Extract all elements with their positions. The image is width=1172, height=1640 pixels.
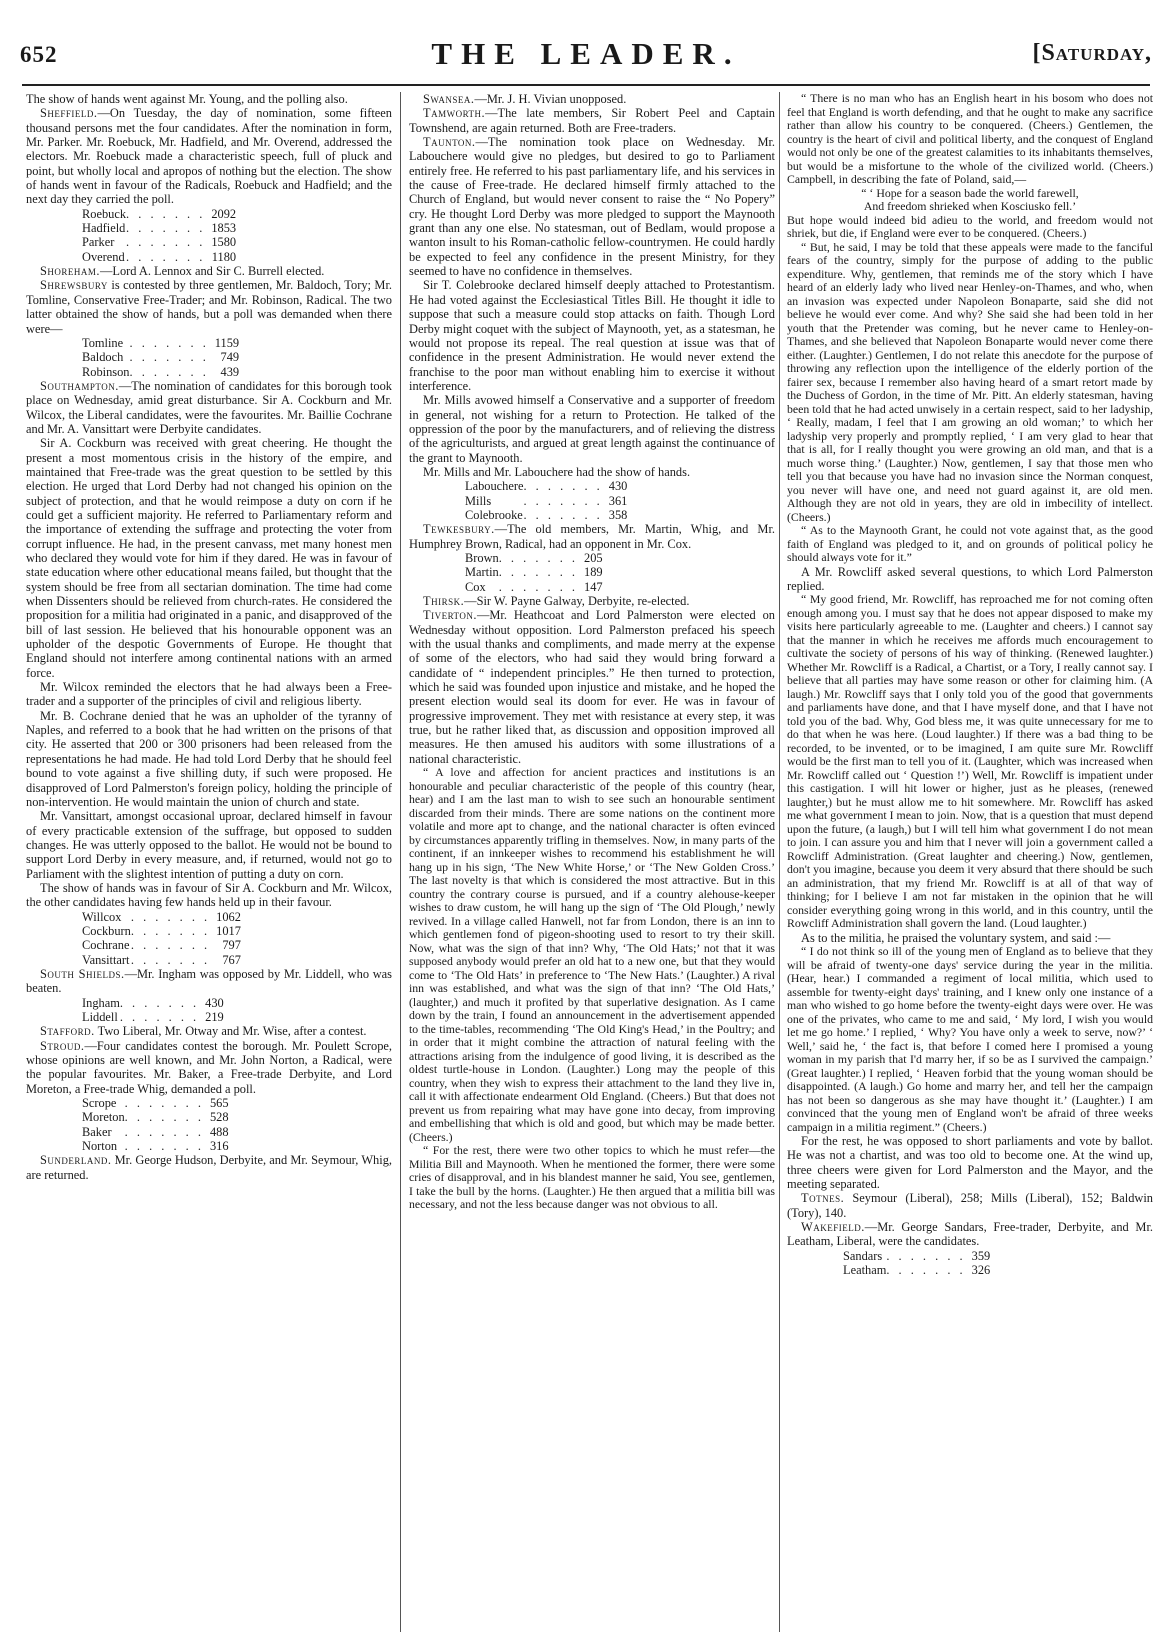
poll-row bbox=[82, 1096, 229, 1110]
candidate-name: Sandars bbox=[843, 1248, 883, 1263]
candidate-name: Baker bbox=[82, 1124, 112, 1139]
candidate-name: Liddell bbox=[82, 1010, 118, 1024]
poll-row bbox=[82, 996, 224, 1010]
candidate-name: Labouchere bbox=[465, 479, 524, 494]
poll-results-tewkesbury bbox=[465, 551, 603, 594]
section-swansea bbox=[409, 92, 775, 106]
section-southampton bbox=[26, 379, 392, 436]
column-3 bbox=[787, 92, 1153, 1632]
candidate-name: Roebuck bbox=[82, 206, 127, 221]
section-tamworth bbox=[409, 106, 775, 135]
poll-row bbox=[82, 953, 241, 967]
candidate-name: Willcox bbox=[82, 909, 122, 924]
leader-dots: . . . . . . . bbox=[126, 206, 206, 221]
section-text: —The nomination took place on Wednesday. Mr. Labouchere would give no pledges, but desired to go to Parliament entirely free. He referred to his past parliamentary life, and his services in the cause of Free-trade. He declared himself firmly attached to the Church of England, but would never consent to raise the “ No Popery” cry. He thought Lord Derby was more pledged to support the Maynooth grant than any one else. No statesman, out of Bedlam, would propose a wanton insult to his Roman-catholic fellow-countrymen. He could hardly be expected to feel any confidence in the present Ministry, for they seemed to have no confidence in themselves. bbox=[409, 135, 775, 279]
poll-row bbox=[465, 494, 627, 508]
poll-row bbox=[82, 1139, 229, 1153]
poll-results-southampton bbox=[82, 910, 241, 967]
vote-count: 565 bbox=[209, 1096, 229, 1111]
poll-row bbox=[82, 207, 236, 221]
quoted-speech: “ As to the Maynooth Grant, he could not vote against that, as the good faith of England was pledged to it, and on grounds of political policy he should always vote for it.” bbox=[787, 523, 1153, 564]
section-text: —The old members, Mr. Martin, Whig, and Mr. Humphrey Brown, Radical, had an opponent in Mr. Cox. bbox=[409, 522, 775, 551]
leader-dots: . . . . . . . bbox=[129, 335, 209, 350]
poll-row bbox=[843, 1263, 990, 1277]
section-tewkesbury bbox=[409, 522, 775, 551]
paragraph: A Mr. Rowcliff asked several questions, to which Lord Palmerston replied. bbox=[787, 564, 1153, 593]
poll-row bbox=[465, 551, 603, 565]
section-text: —Mr. Ingham was opposed by Mr. Liddell, who was beaten. bbox=[26, 966, 392, 996]
candidate-name: Brown bbox=[465, 551, 499, 565]
section-heading: Tamworth. bbox=[423, 106, 486, 121]
leader-dots: . . . . . . . bbox=[886, 1263, 966, 1278]
leader-dots: . . . . . . . bbox=[119, 995, 200, 1010]
paragraph: Sir A. Cockburn was received with great cheering. He thought the present a most momentous crisis in the history of the empire, and maintained that Free-trade was the great question to be settled by this election. He urged that Lord Derby had not changed his opinion on the subject of protection, and that he would reimpose a duty on corn if he could get a sufficient majority. He referred to Parliamentary reform and the importance of extending the suffrage and protecting the voter from corrupt influence. He had, in the present canvass, met many honest men who declared they would vote for him if they dared. He was in favour of state education where other educational means failed, but thought that the system should be free from all sectarian domination. The time had come when Dissenters should be relieved from church-rates. He considered the proposition for a militia had originated in a panic, and disapproved of the bill of last session. He believed that his honourable opponent was an upholder of the despotic Governments of Europe. He thought that England should not interfere among continental nations with an armed force. bbox=[26, 436, 392, 680]
vote-count: 1017 bbox=[216, 923, 241, 938]
candidate-name: Tomline bbox=[82, 335, 124, 350]
poll-row bbox=[82, 365, 239, 379]
paragraph: Mr. Mills and Mr. Labouchere had the show of hands. bbox=[423, 464, 691, 479]
section-text: —Four candidates contest the borough. Mr. Poulett Scrope, whose opinions are well known, and Mr. John Norton, a Radical, were the popular favourites. Mr. Baker, a Free-trade Derbyite, and Lord Moreton, a Free-trade Whig, demanded a poll. bbox=[26, 1038, 392, 1096]
vote-count: 361 bbox=[608, 493, 628, 508]
quoted-speech: “ I do not think so ill of the young men of England as to believe that they will be afraid of twenty-one days' service during the year in the militia. (Hear, hear.) I commanded a regiment of local militia, which used to assemble for twenty-eight days' training, and I knew only one instance of a man who wished to go home before the twenty-eight days were over. He was one of the privates, who came to me and said, ‘ My lord, I wish you would let me go home.’ I replied, ‘ Why? You have only a week to serve, now?’ ‘ Well,’ said he, ‘ the fact is, that before I comed here I promised a young woman in my parish that I'd marry her, if so be as I survived the campaign.’ (Great laughter.) I replied, ‘ Heaven forbid that the young woman should be disappointed. (A laugh.) Go home and marry her, and tell her the campaign has not been so dangerous as she may have thought it.’ (Laughter.) I am convinced that the young men of England won't be afraid of three weeks campaign in a militia regiment.” (Cheers.) bbox=[787, 944, 1153, 1134]
vote-count: 316 bbox=[209, 1139, 229, 1154]
leader-dots: . . . . . . . bbox=[498, 565, 579, 580]
candidate-name: Colebrooke bbox=[465, 507, 523, 522]
leader-dots: . . . . . . . bbox=[130, 938, 211, 953]
section-heading: Wakefield. bbox=[801, 1220, 865, 1235]
candidate-name: Cochrane bbox=[82, 938, 130, 953]
section-heading: Totnes. bbox=[801, 1191, 845, 1206]
section-wakefield bbox=[787, 1220, 1153, 1249]
section-text: —Sir W. Payne Galway, Derbyite, re-elected. bbox=[464, 594, 690, 609]
leader-dots: . . . . . . . bbox=[130, 952, 211, 967]
poll-row bbox=[82, 1110, 229, 1124]
leader-dots: . . . . . . . bbox=[119, 1010, 200, 1024]
paragraph: As to the militia, he praised the voluntary system, and said :— bbox=[801, 930, 1111, 945]
poll-row bbox=[82, 235, 236, 249]
paragraph: Sir T. Colebrooke declared himself deeply attached to Protestantism. He had voted against the Ecclesiastical Titles Bill. He thought it idle to suppose that such a measure could stop attacks on faith. Though Lord Derby might coquet with the subject of Maynooth, yet, as a statesman, he would not propose its repeal. The real question at issue was that of confidence in the present Administration. He would never extend the franchise to the poor man without enabling him to exercise it without interference. bbox=[409, 278, 775, 393]
leader-dots: . . . . . . . bbox=[124, 1110, 204, 1125]
poll-row bbox=[82, 350, 239, 364]
section-heading: Stroud. bbox=[40, 1038, 85, 1053]
poll-results-taunton bbox=[465, 479, 627, 522]
section-stroud bbox=[26, 1039, 392, 1096]
quoted-speech: “ A love and affection for ancient practices and institutions is an honourable and peculiar characteristic of the people of this country (hear, hear) and I am the last man to wish to see such an honourable sentiment discarded from their minds. There are some nations on the continent more volatile and more apt to change, and the national character is often evinced by circumstances apparently trifling in themselves. Now, in many parts of the continent, if an innkeeper wishes to recommend his establishment he will hang up in his sign, ‘The New White Horse,’ or ‘The New Golden Cross.’ The last novelty is that which is considered the most attractive. But in this country the contrary course is pursued, and if a country alehouse-keeper wishes to draw custom, he will hang up the sign of ‘The Old Plough,’ newly revived. In a village called Hanwell, not far from London, there is an inn to which gentlemen fond of pigeon-shooting used to resort to try their skill. Now, what was the sign of that inn? Why, ‘The Old Hats;’ not that it was supposed anybody would prefer an old hat to a new one, but that they would come to ‘The Old Hats’ in preference to ‘The New Hats.’ (Laughter.) A rival inn was established, and what was the sign of that inn? ‘The Old Hats,’ (laughter,) and much it profited by that superlative designation. As I came down by the train, I found an announcement in the advertisement appended to the time-tables, recommending ‘The Old King's Head,’ in the Poultry; and in order that it might combine the attraction of natural feeling with the attractions arising from the indulgence of good living, it is described as the oldest turtle-house in London. (Laughter.) Long may the people of this country, when they wish to express their attachment to the land they live in, call it with affectionate endearment Old England. (Cheers.) But that does not prevent us from repairing what may have gone into decay, from improving and embellishing that which is old and good, but which may be made better. (Cheers.) bbox=[409, 765, 775, 1144]
leader-dots: . . . . . . . bbox=[124, 1096, 204, 1111]
verse-line: “ ‘ Hope for a season bade the world farewell, bbox=[861, 185, 1079, 200]
section-text: —Mr. J. H. Vivian unopposed. bbox=[474, 92, 627, 106]
section-totnes bbox=[787, 1191, 1153, 1220]
poll-results-sheffield bbox=[82, 207, 236, 264]
quoted-speech: “ But, he said, I may be told that these appeals were made to the fanciful fears of the country, simply for the purpose of adding to the public expenditure. Why, gentlemen, that reminds me of the story which I have heard of an elderly lady who lived near Henley-on-Thames, and who, when an invasion was expected under Napoleon Bonaparte, said she did not believe he would ever come. And why? She said she had been told in her youth that the Pretender was coming, but he never came to Henley-on-Thames, and she believed that Napoleon Bonaparte would never come there either. (Laughter.) Gentlemen, I do not relate this anecdote for the purpose of throwing any reflection upon the intelligence of the elderly portion of the fairer sex, because I remember also having heard of a smart retort made by the Duchess of Gordon, in the time of Mr. Pitt. An elderly statesman, having been told that he had acted unwisely in a certain respect, said to her ladyship, ‘ Really, madam, I feel that I am growing an old woman;’ to which her ladyship very properly and promptly replied, ‘ I am very glad to hear that that is all, for I really thought you were growing an old man, and that is a much worse thing.’ (Laughter.) Now, gentlemen, I say that those men who tell you that because you have had no invasion since the Norman conquest, you never will have one, and need not guard against it, are old men. Although they are not old in years, they are old in imbecility of intellect. (Cheers.) bbox=[787, 239, 1153, 524]
candidate-name: Overend bbox=[82, 249, 125, 264]
leader-dots: . . . . . . . bbox=[124, 1124, 204, 1139]
quoted-speech: “ My good friend, Mr. Rowcliff, has reproached me for not coming often enough among you. I must say that he does not appear disposed to make my visits here particularly agreeable to me. (Laughter and cheers.) I cannot say that the manner in which he receives me affords much encouragement to cultivate the society of persons of his way of thinking. (Renewed laughter.) Whether Mr. Rowcliff is a Radical, a Chartist, or a Tory, I really cannot say. I believe that all parties may have some reason or other for claiming him. (A laugh.) Mr. Rowcliff says that I only told you of the good that governments and parliaments have done, and that I have myself done, and that I have not told you of the bad. Why, God bless me, it was quite unnecessary for me to do that when he was here. (Loud laughter.) If there was a bad thing to be recorded, to be invented, or to be imagined, I am quite sure Mr. Rowcliff would be the first man to tell you of it. (Laughter, which was increased when Mr. Rowcliff called out ‘ Question !’) Well, Mr. Rowcliff is impatient under this castigation. I will hit lower or higher, just as he pleases, (renewed laughter,) but he must allow me to hit somewhere. Mr. Rowcliff has asked me what government I mean to join. Now, that is a question that must depend upon the future, (a laugh,) but I will tell him what government I do not mean to join. I can assure you and him that I never will join a government called a Rowcliff Administration. (Great laughter and cheering.) Now, gentlemen, don't you imagine, because you deem it very absurd that there should be such an administration, that my friend Mr. Rowcliff is at all of that way of thinking; for I believe I am not far mistaken in the opinion that he will consider everything going wrong in this world, and in this country, until the Rowcliff Administration shall govern the land. (Loud laughter.) bbox=[787, 592, 1153, 931]
poll-results-stroud bbox=[82, 1096, 229, 1153]
leader-dots: . . . . . . . bbox=[498, 579, 579, 594]
leader-dots: . . . . . . . bbox=[126, 249, 206, 264]
vote-count: 1180 bbox=[211, 249, 237, 264]
vote-count: 797 bbox=[222, 938, 241, 953]
poll-row bbox=[82, 938, 241, 952]
column-2 bbox=[409, 92, 775, 1632]
vote-count: 2092 bbox=[211, 206, 237, 221]
section-shrewsbury bbox=[26, 278, 392, 335]
leader-dots: . . . . . . . bbox=[523, 493, 603, 508]
leader-dots: . . . . . . . bbox=[523, 507, 603, 522]
verse-line: And freedom shrieked when Kosciusko fell.’ bbox=[863, 199, 1077, 213]
vote-count: 147 bbox=[584, 579, 603, 594]
vote-count: 205 bbox=[584, 551, 603, 565]
poll-row bbox=[82, 221, 236, 235]
section-stafford bbox=[26, 1024, 392, 1038]
quoted-speech: “ For the rest, there were two other topics to which he must refer—the Militia Bill and Maynooth. When he mentioned the former, there were some cries of disapproval, and in his blandest manner he said, You see, gentlemen, I take the bull by the horns. (Laughter.) He then argued that a militia bill was necessary, and not the less because danger was not obvious to all. bbox=[409, 1143, 775, 1212]
leader-dots: . . . . . . . bbox=[126, 235, 206, 250]
section-text: —Mr. Heathcoat and Lord Palmerston were elected on Wednesday without opposition. Lord Palmerston prefaced his speech with the usual thanks and compliments, and made merry at the expense of some of the electors, who had said they would bring forward a candidate of “ independent principles.” He then turned to protection, which he said was founded upon injustice and mistake, and he hoped the present election would seal its doom for ever. He was in favour of progressive improvement. They met with resistance at every step, it was true, but he rather liked that, as discussion and opposition improved all measures. He then amused his auditors with some illustrations of a national characteristic. bbox=[409, 608, 775, 766]
vote-count: 358 bbox=[608, 507, 628, 522]
vote-count: 189 bbox=[584, 565, 603, 580]
leader-dots: . . . . . . . bbox=[886, 1248, 966, 1263]
vote-count: 439 bbox=[220, 364, 240, 379]
section-tiverton bbox=[409, 608, 775, 766]
section-text: Two Liberal, Mr. Otway and Mr. Wise, after a contest. bbox=[94, 1024, 367, 1039]
paragraph: The show of hands went against Mr. Young, and the polling also. bbox=[26, 92, 348, 106]
candidate-name: Baldoch bbox=[82, 350, 124, 365]
page-number: 652 bbox=[20, 42, 58, 67]
paragraph: For the rest, he was opposed to short parliaments and vote by ballot. He was not a chartist, and was too old to become one. At the wind up, three cheers were given for Lord Palmerston and the Mayor, and the meeting separated. bbox=[787, 1134, 1153, 1192]
vote-count: 219 bbox=[205, 1010, 224, 1024]
section-text: —On Tuesday, the day of nomination, some fifteen thousand persons met the four candidates. After the nomination in form, Mr. Parker. Mr. Roebuck, Mr. Hadfield, and Mr. Overend, addressed the electors. Mr. Roebuck made a characteristic speech, full of pluck and point, but wholly local and apropos of nothing but the election. The show of hands went in favour of the Radicals, Roebuck and Hadfield; and the next day they carried the poll. bbox=[26, 106, 392, 207]
section-text: —The nomination of candidates for this borough took place on Wednesday, amid great disturbance. Sir A. Cockburn and Mr. Wilcox, the Liberal candidates, were the favourites. Mr. Baillie Cochrane and Mr. A. Vansittart were Derbyite candidates. bbox=[26, 378, 392, 436]
quoted-speech: “ There is no man who has an English heart in his bosom who does not feel that England is worth defending, and that he ought to make any sacrifice rather than allow his country to be conquered. (Cheers.) Gentlemen, the country is the heart of civil and political liberty, and the conquest of England would not only be one of the greatest calamities to its inhabitants themselves, but would be a misfortune to the whole of the civilized world. (Cheers.) Campbell, in describing the fate of Poland, said,— bbox=[787, 92, 1153, 186]
candidate-name: Cox bbox=[465, 579, 486, 594]
candidate-name: Leatham bbox=[843, 1263, 887, 1278]
section-text: Seymour (Liberal), 258; Mills (Liberal), 152; Baldwin (Tory), 140. bbox=[787, 1191, 1153, 1220]
paragraph: The show of hands was in favour of Sir A. Cockburn and Mr. Wilcox, the other candidates having few hands held up in their favour. bbox=[26, 880, 392, 910]
section-text: —The late members, Sir Robert Peel and Captain Townshend, are again returned. Both are Free-traders. bbox=[409, 106, 775, 135]
paragraph: Mr. Wilcox reminded the electors that he had always been a Free-trader and a supporter of the principles of civil and religious liberty. bbox=[26, 680, 392, 709]
vote-count: 359 bbox=[971, 1248, 991, 1263]
quoted-speech: But hope would indeed bid adieu to the world, and freedom would not shriek, but die, if England were ever to be conquered. (Cheers.) bbox=[787, 212, 1153, 240]
candidate-name: Martin bbox=[465, 565, 499, 580]
section-heading: Tiverton. bbox=[423, 608, 477, 623]
leader-dots: . . . . . . . bbox=[129, 350, 209, 365]
candidate-name: Cockburn bbox=[82, 923, 131, 938]
poll-row bbox=[82, 1010, 224, 1024]
candidate-name: Moreton bbox=[82, 1110, 125, 1125]
candidate-name: Hadfield bbox=[82, 221, 126, 236]
paragraph: Mr. B. Cochrane denied that he was an upholder of the tyranny of Naples, and referred to a book that he had written on the prisons of that city. He asserted that 200 or 300 prisoners had been released from the representations he had made. He had told Lord Derby that he should feel bound to vote against a five shilling duty, if such were proposed. He disapproved of Lord Palmerston's foreign policy, holding the principle of non-intervention. He would maintain the union of church and state. bbox=[26, 708, 392, 809]
candidate-name: Scrope bbox=[82, 1096, 117, 1111]
candidate-name: Mills bbox=[465, 493, 492, 508]
newspaper-title: THE LEADER. bbox=[431, 36, 741, 71]
poll-row bbox=[82, 336, 239, 350]
section-heading: Sheffield. bbox=[40, 106, 98, 121]
leader-dots: . . . . . . . bbox=[498, 551, 579, 565]
header-rule bbox=[22, 84, 1150, 86]
poll-results-south-shields bbox=[82, 996, 224, 1025]
leader-dots: . . . . . . . bbox=[130, 923, 211, 938]
poll-row bbox=[82, 1125, 229, 1139]
vote-count: 767 bbox=[222, 952, 241, 967]
section-text: is contested by three gentlemen, Mr. Baldoch, Tory; Mr. Tomline, Conservative Free-Trader; and Mr. Robinson, Radical. The two latter obtained the show of hands, but a poll was demanded when there were— bbox=[26, 278, 392, 336]
vote-count: 488 bbox=[209, 1124, 229, 1139]
section-heading: Shoreham. bbox=[40, 264, 100, 279]
poll-row bbox=[843, 1249, 990, 1263]
section-heading: South Shields. bbox=[40, 966, 125, 981]
section-text: Mr. George Hudson, Derbyite, and Mr. Seymour, Whig, are returned. bbox=[26, 1153, 392, 1182]
column-1 bbox=[26, 92, 392, 1632]
poll-row bbox=[465, 479, 627, 493]
candidate-name: Norton bbox=[82, 1139, 118, 1154]
section-heading: Swansea. bbox=[423, 92, 475, 106]
poll-row bbox=[82, 250, 236, 264]
leader-dots: . . . . . . . bbox=[523, 479, 603, 494]
section-heading: Stafford. bbox=[40, 1024, 95, 1039]
leader-dots: . . . . . . . bbox=[126, 221, 206, 236]
vote-count: 326 bbox=[971, 1263, 991, 1278]
candidate-name: Vansittart bbox=[82, 952, 130, 967]
vote-count: 430 bbox=[205, 995, 224, 1010]
section-heading: Taunton. bbox=[423, 135, 476, 150]
candidate-name: Parker bbox=[82, 235, 115, 250]
paragraph: Mr. Mills avowed himself a Conservative and a supporter of freedom in general, not wishing for a return to Protection. He talked of the oppression of the poor by the manufacturers, and of relieving the distress of the agriculturists, and argued at great length against the continuance of the grant to Maynooth. bbox=[409, 393, 775, 465]
leader-dots: . . . . . . . bbox=[130, 909, 211, 924]
vote-count: 749 bbox=[220, 350, 240, 365]
column-divider-1 bbox=[400, 92, 401, 1632]
section-heading: Southampton. bbox=[40, 378, 119, 393]
page-header bbox=[20, 36, 1152, 84]
section-heading: Thirsk. bbox=[423, 594, 465, 609]
column-divider-2 bbox=[779, 92, 780, 1632]
section-south-shields bbox=[26, 967, 392, 996]
section-sunderland bbox=[26, 1153, 392, 1182]
poll-row bbox=[82, 910, 241, 924]
section-text: —Mr. George Sandars, Free-trader, Derbyite, and Mr. Leatham, Liberal, were the candidates. bbox=[787, 1220, 1153, 1249]
section-sheffield bbox=[26, 106, 392, 206]
poll-row bbox=[465, 565, 603, 579]
vote-count: 528 bbox=[209, 1110, 229, 1125]
poll-results-wakefield bbox=[843, 1249, 990, 1278]
poll-row bbox=[465, 580, 603, 594]
leader-dots: . . . . . . . bbox=[124, 1139, 204, 1154]
section-taunton bbox=[409, 135, 775, 278]
vote-count: 1853 bbox=[211, 221, 237, 236]
section-shoreham bbox=[26, 264, 392, 278]
vote-count: 1580 bbox=[211, 235, 237, 250]
vote-count: 1159 bbox=[214, 335, 240, 350]
candidate-name: Robinson bbox=[82, 364, 130, 379]
candidate-name: Ingham bbox=[82, 995, 120, 1010]
poll-row bbox=[82, 924, 241, 938]
section-text: —Lord A. Lennox and Sir C. Burrell elected. bbox=[100, 264, 325, 279]
section-heading: Shrewsbury bbox=[40, 278, 108, 293]
section-heading: Sunderland. bbox=[40, 1153, 112, 1168]
vote-count: 1062 bbox=[216, 909, 241, 924]
section-thirsk bbox=[409, 594, 775, 608]
paragraph: Mr. Vansittart, amongst occasional uproar, declared himself in favour of every practicable extension of the suffrage, but opposed to sudden changes. He was utterly opposed to the ballot. He would not be bound to support Lord Derby in every measure, and, if returned, would not go to Parliament with the slightest intention of putting a duty on corn. bbox=[26, 809, 392, 881]
leader-dots: . . . . . . . bbox=[129, 364, 209, 379]
section-heading: Tewkesbury. bbox=[423, 522, 495, 537]
vote-count: 430 bbox=[608, 479, 628, 494]
poll-row bbox=[465, 508, 627, 522]
issue-day: [Saturday, bbox=[1032, 40, 1152, 66]
poll-results-shrewsbury bbox=[82, 336, 239, 379]
